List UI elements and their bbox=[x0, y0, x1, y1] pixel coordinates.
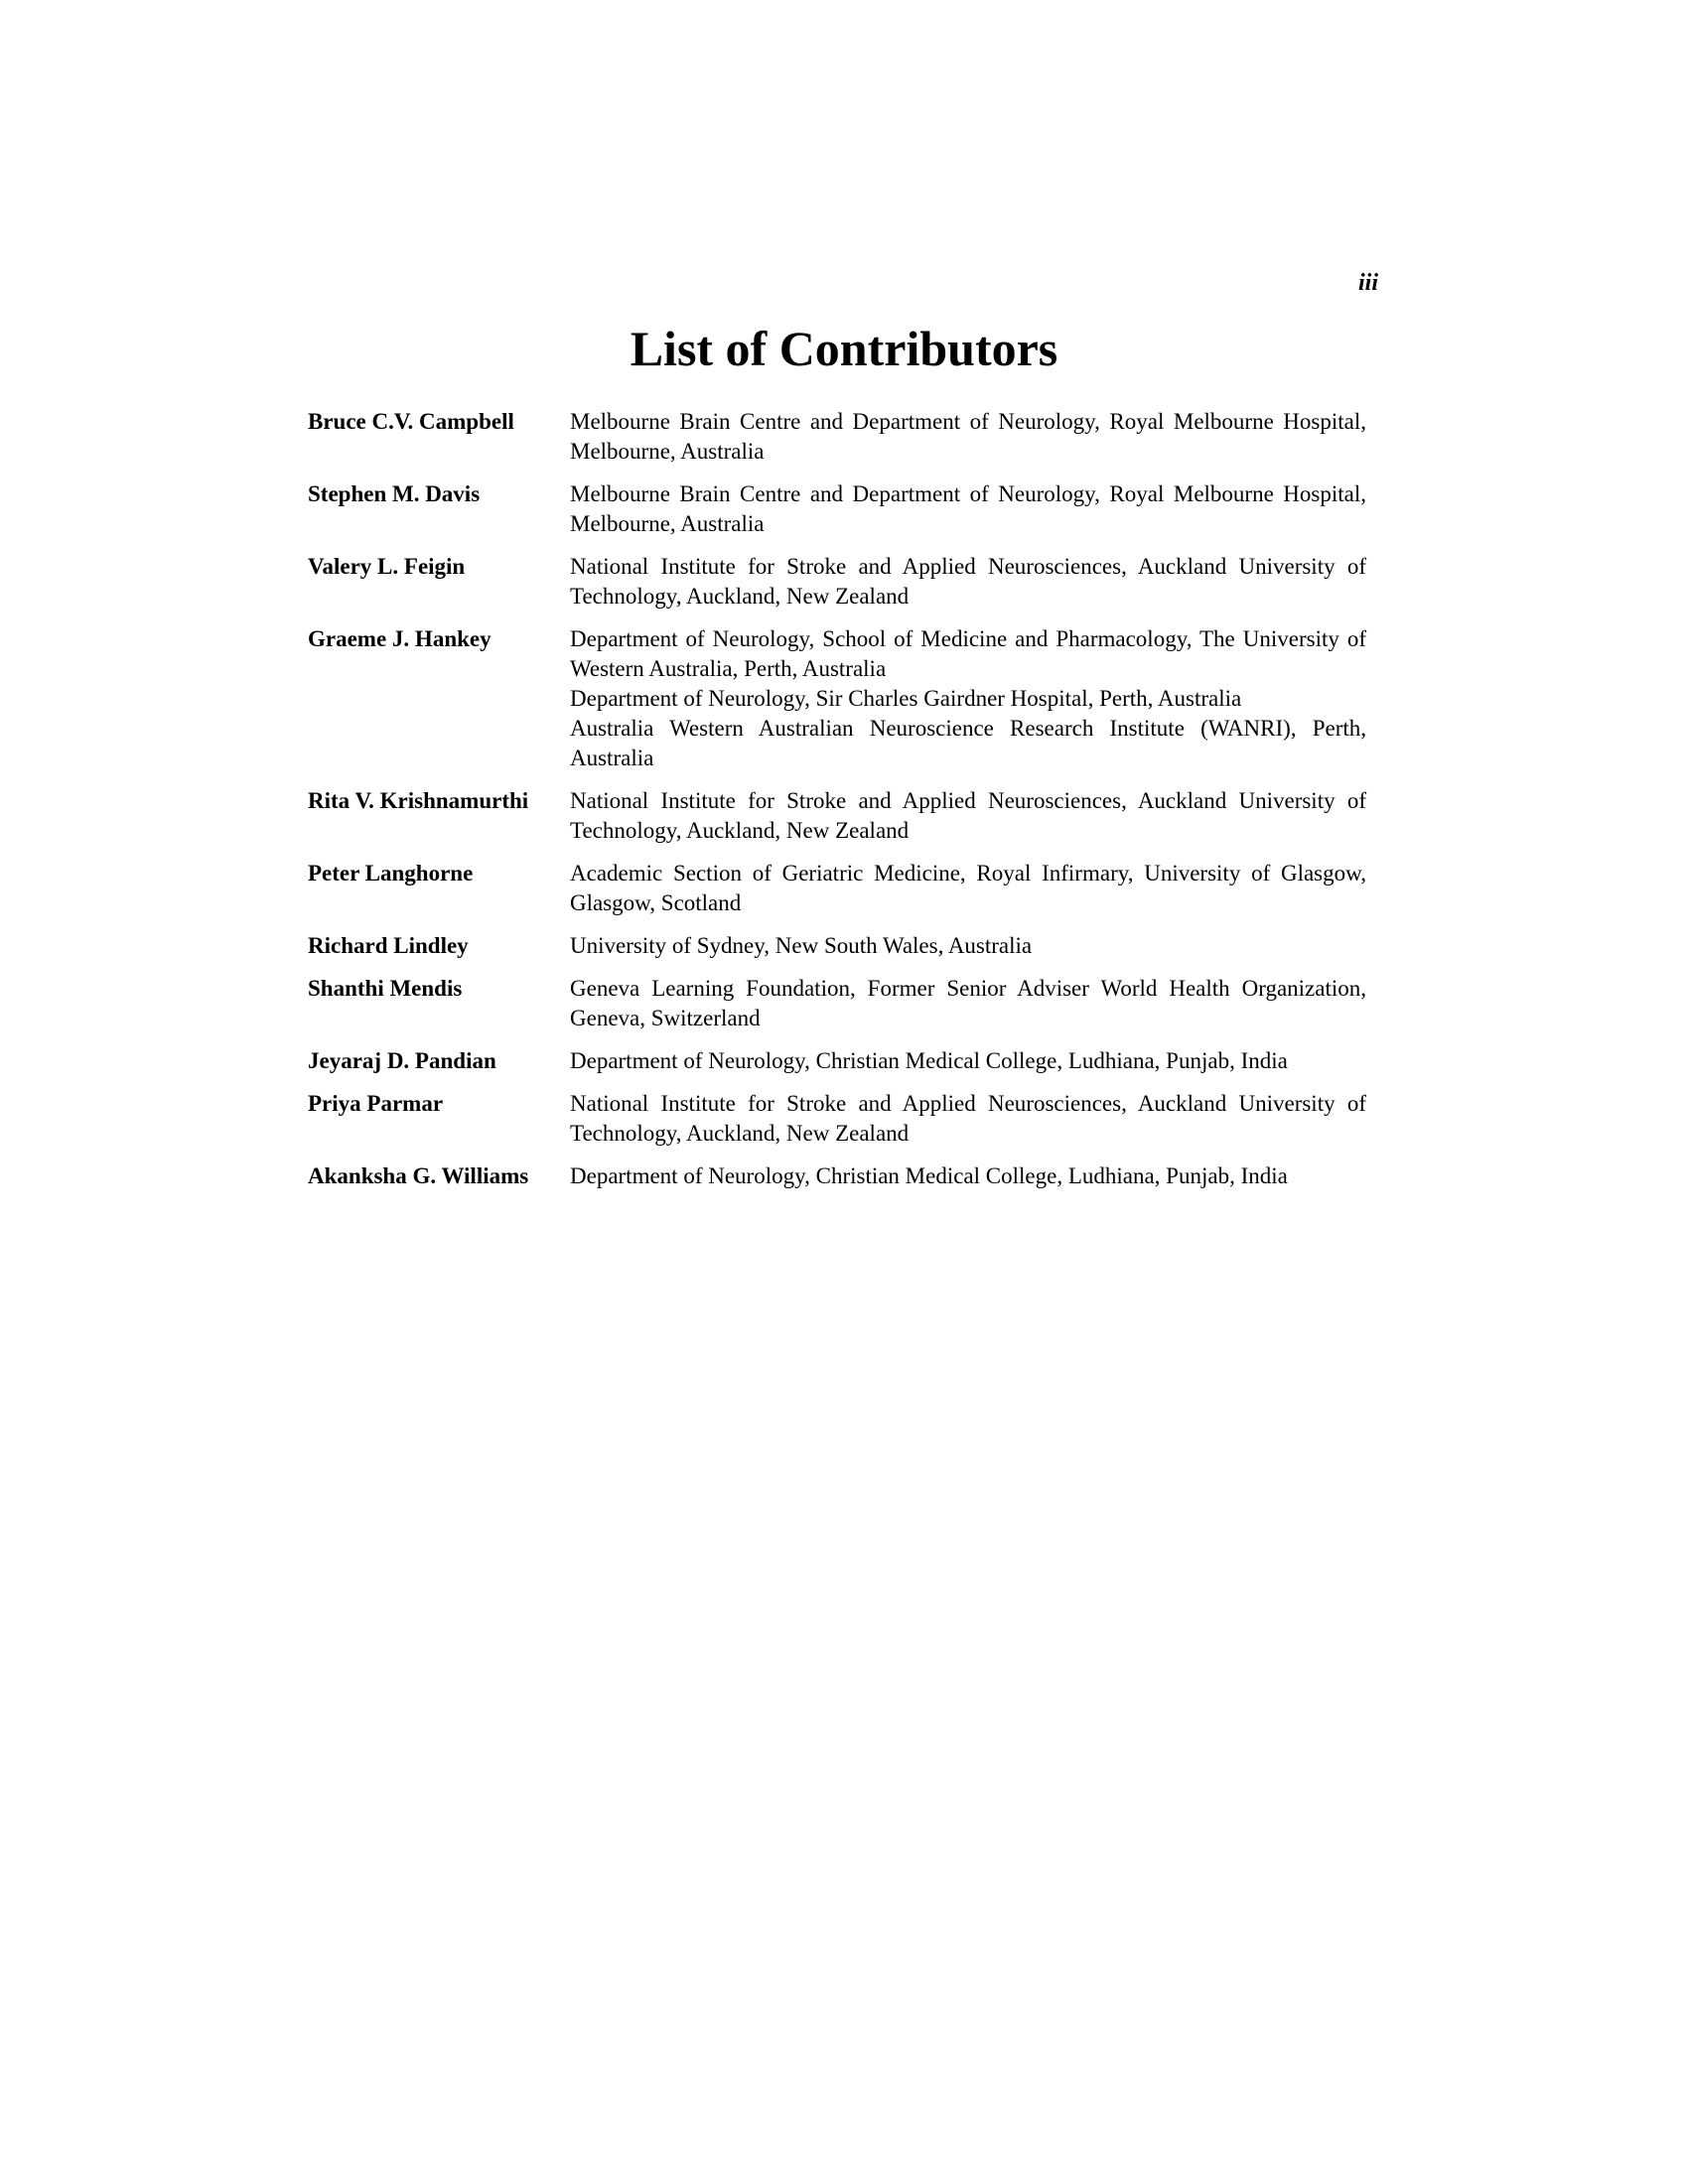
contributor-row bbox=[308, 552, 1366, 612]
contributor-affiliation bbox=[570, 407, 1366, 467]
contributor-name: Richard Lindley bbox=[308, 933, 469, 958]
page-title: List of Contributors bbox=[630, 321, 1058, 376]
contributor-affiliation bbox=[570, 931, 1366, 961]
affiliation-line: Department of Neurology, Christian Medical College, Ludhiana, Punjab, India bbox=[570, 1048, 1288, 1073]
contributor-name: Jeyaraj D. Pandian bbox=[308, 1048, 496, 1073]
contributor-row bbox=[308, 931, 1366, 961]
contributor-name: Valery L. Feigin bbox=[308, 554, 466, 579]
affiliation-line: Melbourne Brain Centre and Department of Neurology, Royal Melbourne Hospital, Melbourne, Australia bbox=[570, 409, 1366, 464]
affiliation-line: National Institute for Stroke and Applied Neurosciences, Auckland University of Technology, Auckland, New Zealand bbox=[570, 1091, 1366, 1146]
contributor-name: Bruce C.V. Campbell bbox=[308, 409, 514, 434]
affiliation-line: Academic Section of Geriatric Medicine, Royal Infirmary, University of Glasgow, Glasgow, Scotland bbox=[570, 861, 1366, 915]
contributor-row bbox=[308, 1161, 1366, 1191]
contributors-list bbox=[308, 407, 1366, 1204]
contributor-row bbox=[308, 1089, 1366, 1149]
contributor-name: Graeme J. Hankey bbox=[308, 626, 492, 651]
affiliation-line: National Institute for Stroke and Applied Neurosciences, Auckland University of Technology, Auckland, New Zealand bbox=[570, 788, 1366, 843]
contributor-affiliation bbox=[570, 1161, 1366, 1191]
page-number: iii bbox=[1357, 270, 1378, 296]
affiliation-line: Melbourne Brain Centre and Department of Neurology, Royal Melbourne Hospital, Melbourne, Australia bbox=[570, 481, 1366, 536]
contributor-name: Rita V. Krishnamurthi bbox=[308, 788, 529, 813]
affiliation-line: Department of Neurology, School of Medicine and Pharmacology, The University of Western Australia, Perth, Australia bbox=[570, 626, 1366, 681]
contributor-row bbox=[308, 1046, 1366, 1076]
contributor-row bbox=[308, 974, 1366, 1033]
contributor-affiliation bbox=[570, 479, 1366, 539]
contributor-row bbox=[308, 786, 1366, 846]
contributor-name: Priya Parmar bbox=[308, 1091, 444, 1116]
contributor-row bbox=[308, 624, 1366, 773]
affiliation-line: University of Sydney, New South Wales, Australia bbox=[570, 933, 1033, 958]
contributor-row bbox=[308, 407, 1366, 467]
affiliation-line: Australia Western Australian Neuroscience Research Institute (WANRI), Perth, Australia bbox=[570, 716, 1366, 770]
affiliation-line: Department of Neurology, Christian Medical College, Ludhiana, Punjab, India bbox=[570, 1163, 1288, 1188]
contributor-name: Shanthi Mendis bbox=[308, 976, 463, 1001]
contributor-affiliation bbox=[570, 786, 1366, 846]
contributor-affiliation bbox=[570, 1046, 1366, 1076]
contributor-affiliation bbox=[570, 974, 1366, 1033]
contributor-affiliation bbox=[570, 1089, 1366, 1149]
contributor-row bbox=[308, 479, 1366, 539]
contributor-affiliation bbox=[570, 624, 1366, 773]
contributor-name: Peter Langhorne bbox=[308, 861, 474, 886]
contributor-affiliation bbox=[570, 859, 1366, 918]
contributor-affiliation bbox=[570, 552, 1366, 612]
contributor-name: Stephen M. Davis bbox=[308, 481, 481, 506]
affiliation-line: Department of Neurology, Sir Charles Gairdner Hospital, Perth, Australia bbox=[570, 686, 1242, 711]
affiliation-line: Geneva Learning Foundation, Former Senior Adviser World Health Organization, Geneva, Switzerland bbox=[570, 976, 1366, 1030]
contributor-name: Akanksha G. Williams bbox=[308, 1163, 529, 1188]
affiliation-line: National Institute for Stroke and Applied Neurosciences, Auckland University of Technology, Auckland, New Zealand bbox=[570, 554, 1366, 609]
contributor-row bbox=[308, 859, 1366, 918]
